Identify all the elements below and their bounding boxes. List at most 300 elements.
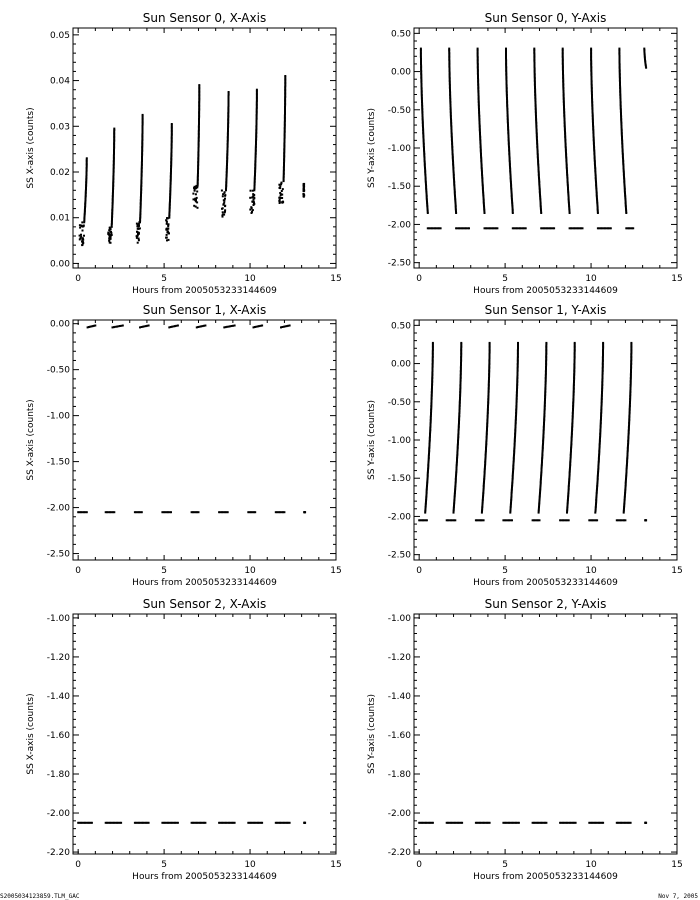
y-tick-label: -1.20: [46, 652, 70, 663]
x-tick-label: 0: [416, 566, 423, 576]
data-point: [254, 511, 256, 513]
data-point: [261, 325, 263, 327]
data-segment: [448, 48, 457, 214]
data-point: [196, 201, 198, 203]
y-tick-label: -1.50: [387, 474, 411, 485]
data-point: [148, 822, 150, 824]
data-segment: [303, 822, 306, 824]
data-point: [596, 519, 598, 521]
x-tick-label: 10: [244, 274, 256, 284]
y-tick-label: 0.50: [390, 321, 411, 332]
data-point: [91, 822, 93, 824]
data-segment: [420, 48, 429, 214]
data-point: [222, 211, 224, 213]
data-point: [83, 225, 85, 227]
data-point: [440, 227, 442, 229]
data-point: [489, 822, 491, 824]
data-point: [79, 227, 81, 229]
footer-date: Nov 7, 2005: [658, 893, 698, 900]
data-point: [427, 212, 429, 214]
footer-filename: S2005034123859.TLM_GAC: [0, 893, 80, 900]
data-point: [136, 235, 138, 237]
x-tick-label: 0: [75, 860, 82, 870]
data-point: [630, 822, 632, 824]
data-segment: [225, 91, 230, 191]
x-tick-label: 15: [330, 566, 342, 576]
data-point: [166, 231, 168, 233]
data-point: [227, 511, 229, 513]
data-point: [569, 212, 571, 214]
data-point: [252, 209, 254, 211]
data-point: [167, 228, 169, 230]
data-point: [568, 519, 570, 521]
data-point: [137, 242, 139, 244]
data-point: [525, 227, 527, 229]
data-segment: [221, 190, 226, 218]
x-tick-label: 0: [75, 274, 82, 284]
data-segment: [249, 190, 255, 214]
data-segment: [253, 325, 264, 329]
data-point: [303, 185, 305, 187]
x-axis-label: Hours from 2005053233144609: [132, 578, 277, 588]
data-point: [177, 822, 179, 824]
y-tick-label: -2.50: [46, 549, 70, 560]
data-segment: [134, 822, 150, 824]
data-segment: [191, 511, 200, 513]
x-tick-label: 10: [244, 860, 256, 870]
x-tick-label: 10: [585, 274, 597, 284]
data-segment: [161, 822, 179, 824]
data-point: [251, 211, 253, 213]
data-segment: [105, 822, 122, 824]
data-point: [280, 193, 282, 195]
data-segment: [247, 511, 256, 513]
y-tick-label: 0.50: [390, 29, 411, 40]
y-tick-label: -1.60: [46, 730, 70, 741]
data-point: [602, 822, 604, 824]
data-point: [304, 822, 306, 824]
x-tick-label: 5: [161, 274, 167, 284]
data-point: [289, 325, 291, 327]
y-tick-label: -2.50: [387, 550, 411, 561]
data-point: [426, 519, 428, 521]
data-points: [418, 822, 647, 824]
data-point: [512, 212, 514, 214]
chart-title: Sun Sensor 1, X-Axis: [142, 303, 267, 317]
data-point: [82, 241, 84, 243]
y-tick-label: -1.00: [387, 436, 411, 446]
data-segment: [644, 519, 647, 521]
y-tick-label: 0.05: [49, 30, 70, 41]
data-point: [86, 157, 88, 159]
data-point: [545, 342, 547, 344]
data-point: [82, 230, 84, 232]
data-point: [222, 204, 224, 206]
x-tick-label: 10: [585, 566, 597, 576]
data-point: [625, 212, 627, 214]
data-point: [610, 227, 612, 229]
data-point: [204, 822, 206, 824]
data-segment: [512, 227, 527, 229]
data-point: [468, 227, 470, 229]
data-point: [645, 822, 647, 824]
chart-panel-4: [26, 597, 342, 882]
data-point: [253, 197, 255, 199]
y-tick-label: -1.00: [387, 144, 411, 154]
data-segment: [559, 519, 570, 521]
y-tick-label: -1.60: [387, 730, 411, 741]
data-segment: [418, 519, 428, 521]
data-point: [81, 225, 83, 227]
data-segment: [418, 822, 434, 824]
data-point: [645, 67, 647, 69]
data-segment: [427, 227, 442, 229]
data-point: [278, 200, 280, 202]
data-point: [167, 225, 169, 227]
data-segment: [278, 182, 284, 204]
y-tick-label: -0.50: [46, 365, 70, 376]
data-point: [281, 182, 283, 184]
y-tick-label: -2.50: [387, 258, 411, 269]
data-segment: [588, 822, 604, 824]
y-tick-label: -1.80: [387, 770, 411, 780]
y-tick-label: -2.00: [46, 809, 70, 820]
y-tick-label: -1.80: [46, 770, 70, 780]
chart-title: Sun Sensor 0, Y-Axis: [484, 11, 607, 25]
data-segment: [161, 511, 172, 513]
plot-frame: [414, 614, 677, 854]
data-point: [141, 511, 143, 513]
y-tick-label: -0.50: [387, 105, 411, 116]
data-point: [197, 207, 199, 209]
data-point: [165, 228, 167, 230]
data-segment: [623, 342, 633, 514]
data-point: [81, 221, 83, 223]
data-points: [77, 325, 306, 514]
chart-panel-1: [367, 11, 683, 296]
data-segment: [223, 325, 235, 329]
chart-title: Sun Sensor 0, X-Axis: [142, 11, 267, 25]
data-segment: [139, 114, 144, 223]
data-segment: [112, 325, 124, 329]
data-point: [171, 123, 173, 125]
data-point: [80, 234, 82, 236]
y-tick-label: -2.00: [387, 809, 411, 820]
x-tick-label: 10: [585, 860, 597, 870]
data-segment: [275, 511, 286, 513]
data-segment: [192, 185, 198, 209]
data-point: [166, 234, 168, 236]
data-point: [223, 202, 225, 204]
chart-panel-0: [26, 11, 342, 296]
data-point: [496, 227, 498, 229]
y-tick-label: 0.00: [390, 359, 411, 370]
data-points: [420, 48, 647, 230]
data-point: [196, 197, 198, 199]
x-tick-label: 5: [161, 860, 167, 870]
data-point: [82, 239, 84, 241]
data-point: [198, 511, 200, 513]
data-segment: [597, 227, 612, 229]
x-tick-label: 0: [75, 566, 82, 576]
data-segment: [253, 89, 258, 192]
data-point: [575, 822, 577, 824]
y-tick-label: -1.40: [387, 691, 411, 702]
data-point: [221, 190, 223, 192]
data-segment: [616, 822, 632, 824]
data-point: [110, 228, 112, 230]
data-segment: [540, 227, 555, 229]
data-point: [545, 822, 547, 824]
y-tick-label: -1.00: [46, 613, 70, 624]
data-point: [250, 190, 252, 192]
data-point: [518, 822, 520, 824]
data-point: [303, 183, 305, 185]
data-point: [624, 519, 626, 521]
data-point: [284, 75, 286, 77]
data-segment: [139, 325, 150, 329]
data-points: [418, 342, 647, 521]
data-segment: [77, 511, 88, 513]
data-point: [234, 822, 236, 824]
data-point: [279, 187, 281, 189]
data-segment: [588, 519, 598, 521]
data-point: [253, 202, 255, 204]
data-point: [86, 511, 88, 513]
data-point: [252, 194, 254, 196]
x-tick-label: 15: [330, 274, 342, 284]
data-point: [574, 342, 576, 344]
data-segment: [446, 822, 463, 824]
data-point: [166, 221, 168, 223]
data-point: [221, 208, 223, 210]
data-point: [196, 191, 198, 193]
y-tick-label: -2.20: [46, 848, 70, 859]
data-point: [228, 91, 230, 93]
x-tick-label: 15: [671, 860, 683, 870]
data-point: [138, 238, 140, 240]
data-point: [139, 227, 141, 229]
x-tick-label: 15: [330, 860, 342, 870]
data-point: [304, 511, 306, 513]
data-segment: [618, 48, 627, 214]
data-point: [83, 235, 85, 237]
data-segment: [302, 183, 305, 198]
data-point: [597, 212, 599, 214]
data-point: [279, 185, 281, 187]
data-point: [148, 325, 150, 327]
data-segment: [484, 227, 499, 229]
chart-panel-3: [367, 303, 683, 588]
data-segment: [559, 822, 577, 824]
y-tick-label: -2.00: [387, 512, 411, 523]
data-point: [137, 228, 139, 230]
data-point: [632, 227, 634, 229]
data-point: [483, 519, 485, 521]
data-segment: [532, 822, 548, 824]
chart-panel-5: [367, 597, 683, 882]
y-tick-label: -1.50: [387, 182, 411, 193]
x-axis-label: Hours from 2005053233144609: [473, 872, 618, 882]
data-segment: [532, 519, 541, 521]
data-segment: [87, 325, 97, 329]
data-point: [110, 231, 112, 233]
data-point: [282, 201, 284, 203]
data-segment: [562, 48, 571, 214]
data-point: [256, 89, 258, 91]
y-tick-label: 0.00: [49, 319, 70, 330]
x-tick-label: 15: [671, 566, 683, 576]
y-axis-label: SS Y-axis (counts): [367, 108, 377, 188]
data-segment: [644, 822, 647, 824]
data-point: [192, 193, 194, 195]
data-point: [602, 342, 604, 344]
y-tick-label: 0.00: [390, 67, 411, 78]
plot-frame: [73, 28, 336, 268]
data-segment: [502, 519, 513, 521]
data-segment: [475, 822, 491, 824]
data-point: [511, 519, 513, 521]
data-segment: [566, 342, 576, 514]
x-axis-label: Hours from 2005053233144609: [132, 872, 277, 882]
y-tick-label: 0.02: [49, 168, 70, 178]
data-segment: [165, 217, 170, 241]
data-segment: [643, 48, 647, 69]
y-tick-label: -1.20: [387, 652, 411, 663]
data-segment: [475, 519, 485, 521]
x-axis-label: Hours from 2005053233144609: [132, 286, 277, 296]
data-segment: [105, 511, 116, 513]
x-tick-label: 0: [416, 274, 423, 284]
data-point: [204, 325, 206, 327]
data-point: [81, 244, 83, 246]
y-axis-label: SS Y-axis (counts): [367, 694, 377, 774]
chart-title: Sun Sensor 1, Y-Axis: [484, 303, 607, 317]
y-tick-label: 0.01: [49, 213, 70, 224]
data-segment: [594, 342, 604, 514]
data-segment: [424, 342, 434, 514]
data-point: [234, 325, 236, 327]
data-point: [289, 822, 291, 824]
data-point: [645, 519, 647, 521]
data-segment: [481, 342, 491, 514]
data-point: [108, 233, 110, 235]
data-point: [223, 200, 225, 202]
data-point: [630, 342, 632, 344]
plot-frame: [73, 320, 336, 560]
x-tick-label: 5: [502, 566, 508, 576]
data-point: [432, 342, 434, 344]
y-tick-label: -1.50: [46, 457, 70, 468]
data-point: [261, 822, 263, 824]
data-point: [461, 822, 463, 824]
data-point: [517, 342, 519, 344]
y-tick-label: -2.00: [387, 220, 411, 231]
data-segment: [303, 511, 306, 513]
data-segment: [509, 342, 519, 514]
data-point: [170, 511, 172, 513]
data-point: [540, 212, 542, 214]
chart-title: Sun Sensor 2, X-Axis: [142, 597, 267, 611]
data-point: [222, 214, 224, 216]
data-point: [195, 193, 197, 195]
y-tick-label: -1.00: [387, 613, 411, 624]
data-point: [303, 186, 305, 188]
data-point: [303, 195, 305, 197]
data-point: [283, 511, 285, 513]
data-segment: [191, 822, 207, 824]
y-tick-label: 0.03: [49, 122, 70, 133]
data-segment: [275, 822, 291, 824]
data-points: [79, 75, 306, 246]
y-axis-label: SS X-axis (counts): [26, 107, 36, 189]
data-segment: [111, 128, 116, 228]
y-axis-label: SS X-axis (counts): [26, 399, 36, 481]
data-point: [489, 342, 491, 344]
data-point: [137, 225, 139, 227]
y-tick-label: -1.00: [46, 411, 70, 422]
data-point: [224, 211, 226, 213]
data-point: [484, 212, 486, 214]
plot-frame: [73, 614, 336, 854]
data-point: [553, 227, 555, 229]
y-axis-label: SS X-axis (counts): [26, 693, 36, 775]
x-tick-label: 0: [416, 860, 423, 870]
chart-panel-2: [26, 303, 342, 588]
data-point: [113, 511, 115, 513]
plot-frame: [414, 28, 677, 268]
data-segment: [168, 325, 179, 329]
data-point: [303, 190, 305, 192]
data-point: [282, 188, 284, 190]
y-tick-label: -0.50: [387, 397, 411, 408]
x-tick-label: 10: [244, 566, 256, 576]
data-segment: [136, 221, 141, 243]
data-segment: [280, 325, 291, 329]
data-point: [111, 234, 113, 236]
data-point: [454, 519, 456, 521]
data-point: [168, 239, 170, 241]
data-segment: [453, 342, 463, 514]
data-segment: [538, 342, 548, 514]
data-segment: [477, 48, 486, 214]
data-point: [278, 197, 280, 199]
data-segment: [505, 48, 514, 214]
data-point: [94, 325, 96, 327]
data-segment: [247, 822, 263, 824]
data-segment: [134, 511, 143, 513]
y-tick-label: -2.20: [387, 848, 411, 859]
data-segment: [218, 822, 236, 824]
data-segment: [455, 227, 470, 229]
data-point: [249, 197, 251, 199]
data-segment: [283, 75, 287, 182]
data-point: [460, 342, 462, 344]
y-tick-label: 0.00: [49, 259, 70, 270]
data-segment: [77, 822, 93, 824]
data-point: [113, 128, 115, 130]
data-segment: [107, 227, 112, 244]
data-points: [77, 822, 306, 824]
data-segment: [616, 519, 627, 521]
data-segment: [533, 48, 542, 214]
data-point: [224, 191, 226, 193]
data-point: [279, 202, 281, 204]
y-tick-label: -1.40: [46, 691, 70, 702]
x-tick-label: 5: [502, 274, 508, 284]
x-axis-label: Hours from 2005053233144609: [473, 578, 618, 588]
data-point: [432, 822, 434, 824]
